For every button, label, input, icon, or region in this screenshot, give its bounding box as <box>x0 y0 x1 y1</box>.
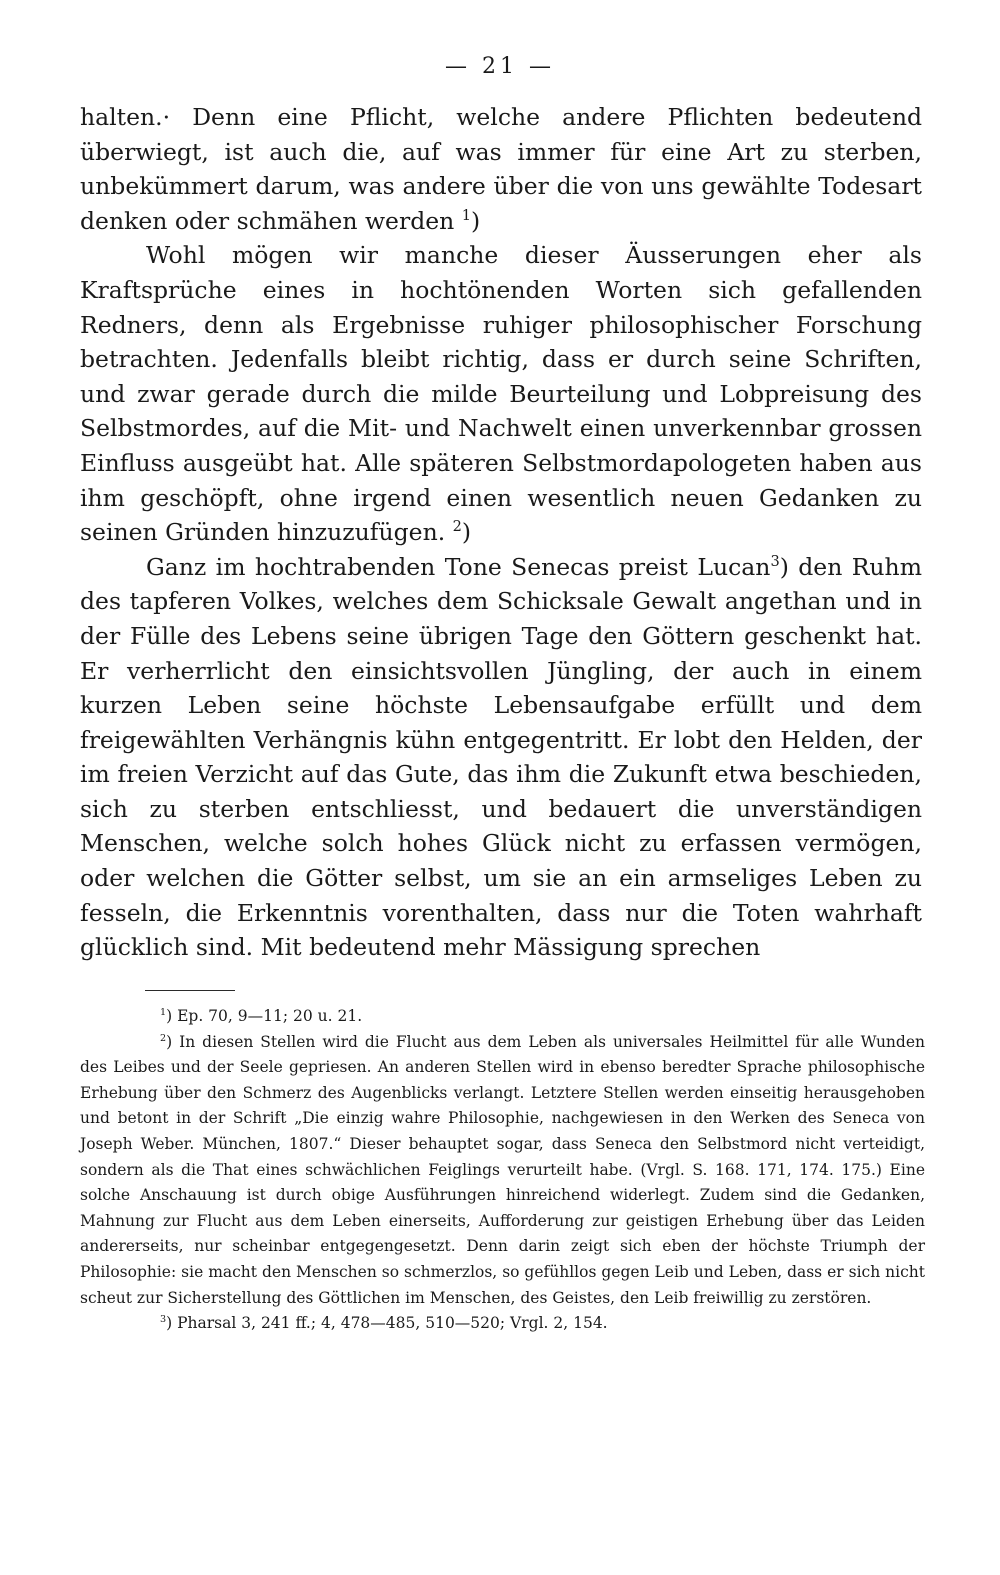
paragraph-1 <box>80 100 922 238</box>
footnote-3 <box>80 1311 925 1337</box>
footnote-3-text: ) Pharsal 3, 241 ff.; 4, 478—485, 510—520; Vrgl. 2, 154. <box>166 1314 608 1333</box>
page-number: — 21 — <box>445 54 555 79</box>
paragraph-1-text: halten.· Denn eine Pflicht, welche andere Pflichten bedeutend überwiegt, ist auch die, auf was immer für eine Art zu sterben, unbekümmert darum, was andere über die von uns gewählte Todesart denken oder schmähen werden <box>80 103 922 235</box>
paragraph-2-text: Wohl mögen wir manche dieser Äusserungen eher als Kraftsprüche eines in hochtönenden Worten sich gefallenden Redners, denn als Ergebnisse ruhiger philosophischer Forschung betrachten. Jedenfalls bleibt richtig, dass er durch seine Schriften, und zwar gerade durch die milde Beurteilung und Lobpreisung des Selbstmordes, auf die Mit- und Nachwelt einen unverkennbar grossen Einfluss ausgeübt hat. Alle späteren Selbstmordapologeten haben aus ihm geschöpft, ohne irgend einen wesentlich neuen Gedanken zu seinen Gründen hinzuzufügen. <box>80 241 922 547</box>
footnote-ref-2-paren: ) <box>461 518 472 547</box>
footnote-ref-3: 3 <box>770 552 780 570</box>
main-text <box>80 100 922 965</box>
paragraph-2 <box>80 238 922 549</box>
footnote-ref-1: 1 <box>461 206 472 224</box>
paragraph-3-rest: ) den Ruhm des tapferen Volkes, welches dem Schicksale Gewalt angethan und in der Fülle des Lebens seine übrigen Tage den Göttern geschenkt hat. Er verherrlicht den einsichtsvollen Jüngling, der auch in einem kurzen Leben seine höchste Lebensaufgabe erfüllt und dem freigewählten Verhängnis kühn entgegentritt. Er lobt den Helden, der im freien Verzicht auf das Gute, das ihm die Zukunft etwa beschieden, sich zu sterben entschliesst, und bedauert die unverständigen Menschen, welche solch hohes Glück nicht zu erfassen vermögen, oder welchen die Götter selbst, um sie an ein armseliges Leben zu fesseln, die Erkenntnis vorenthalten, dass nur die Toten wahrhaft glücklich sind. Mit bedeutend mehr Mässigung sprechen <box>80 552 922 962</box>
footnote-2-mark: 2 <box>160 1032 167 1044</box>
footnote-3-mark: 3 <box>160 1313 167 1325</box>
footnote-1-text: ) Ep. 70, 9—11; 20 u. 21. <box>166 1007 363 1025</box>
footnotes <box>80 1004 925 1337</box>
footnote-1 <box>80 1004 925 1030</box>
paragraph-3-start: Ganz im hochtrabenden Tone Senecas preist Lucan <box>146 552 771 581</box>
footnote-ref-1-paren: ) <box>471 206 481 235</box>
footnote-ref-2: 2 <box>452 518 462 536</box>
footnote-2-text: ) In diesen Stellen wird die Flucht aus dem Leben als universales Heilmittel für alle Wunden des Leibes und der Seele gepriesen. An anderen Stellen wird in ebenso beredter Sprache philosophische Erhebung über den Schmerz des Augenblicks verlangt. Letztere Stellen werden einseitig herausgehoben und betont in der Schrift „Die einzig wahre Philosophie, nachgewiesen in den Werken des Seneca von Joseph Weber. München, 1807.“ Dieser behauptet sogar, dass Seneca den Selbstmord nicht verteidigt, sondern als die That eines schwächlichen Feiglings verurteilt habe. (Vrgl. S. 168. 171, 174. 175.) Eine solche Anschauung ist durch obige Ausführungen hinreichend widerlegt. Zudem sind die Gedanken, Mahnung zur Flucht aus dem Leben einerseits, Aufforderung zur geistigen Erhebung über das Leiden andererseits, nur scheinbar entgegengesetzt. Denn darin zeigt sich eben der höchste Triumph der Philosophie: sie macht den Menschen so schmerzlos, so gefühllos gegen Leib und Leben, dass er sich nicht scheut zur Sicherstellung des Göttlichen im Menschen, des Geistes, den Leib freiwillig zu zerstören. <box>80 1032 925 1307</box>
paragraph-3 <box>80 550 922 965</box>
footnote-divider <box>145 990 235 991</box>
footnote-1-mark: 1 <box>160 1006 167 1018</box>
footnote-2 <box>80 1030 925 1312</box>
